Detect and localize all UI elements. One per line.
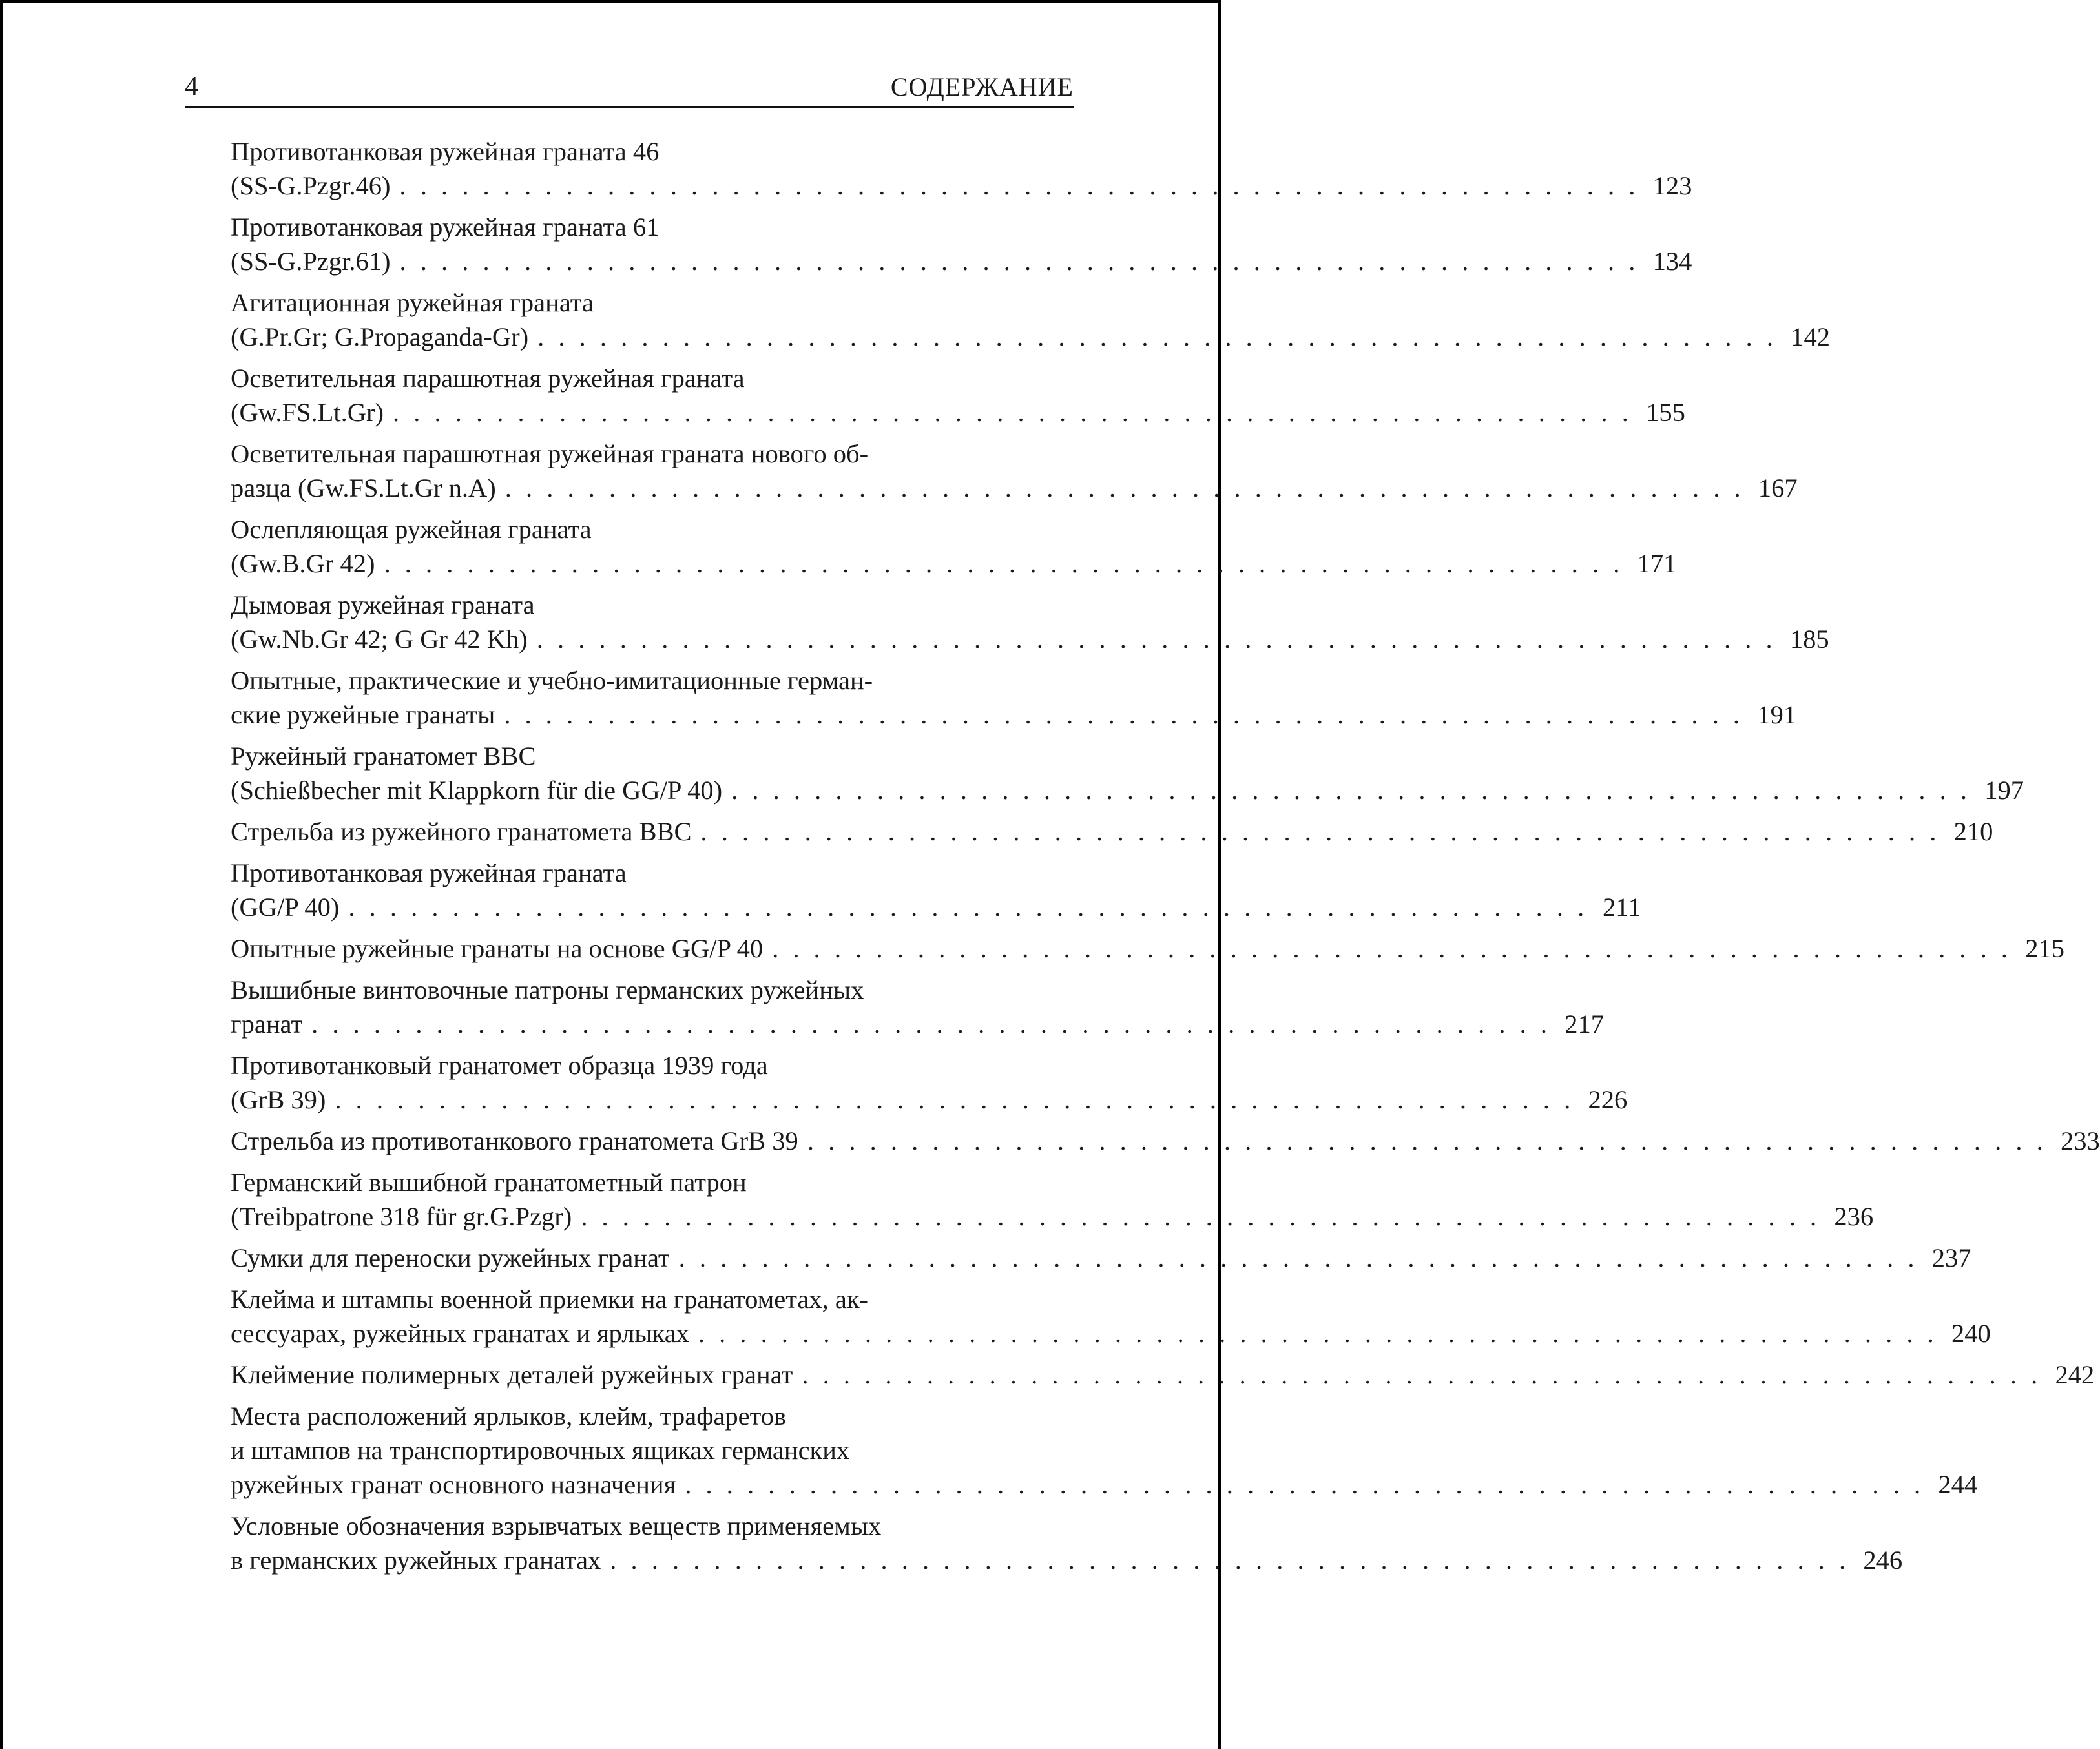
toc-page-number: 215 — [2025, 934, 2064, 963]
toc-page-number: 246 — [1863, 1546, 1903, 1575]
toc-entry-last-line — [231, 1124, 2100, 1158]
toc-entry-title-line: Германский вышибной гранатометный патрон — [231, 1168, 747, 1197]
toc-entry[interactable] — [231, 1358, 2095, 1392]
toc-entry-title-line: (Schießbecher mit Klappkorn für die GG/P 40) — [231, 776, 723, 805]
dot-leader: . . . . . . . . . . . . . . . . . . . . . . . . . . . . . . . . . . . . . . . . . . . . . . . . . . . . . . . . . . . . — [504, 700, 1744, 729]
toc-entry-last-line — [231, 546, 1677, 581]
dot-leader: . . . . . . . . . . . . . . . . . . . . . . . . . . . . . . . . . . . . . . . . . . . . . . . . . . . . . . . . . . . . — [698, 1319, 1938, 1348]
toc-entry[interactable] — [231, 973, 1605, 1041]
toc-entry-title-line: Клейма и штампы военной приемки на гранатометах, ак- — [231, 1285, 869, 1314]
dot-leader: . . . . . . . . . . . . . . . . . . . . . . . . . . . . . . . . . . . . . . . . . . . . . . . . . . . . . . . . . . . . — [504, 473, 1745, 502]
dot-leader: . . . . . . . . . . . . . . . . . . . . . . . . . . . . . . . . . . . . . . . . . . . . . . . . . . . . . . . . . . . . — [685, 1470, 1925, 1499]
toc-entry-title-line: Клеймение полимерных деталей ружейных гранат — [231, 1360, 793, 1389]
toc-page-number: 167 — [1758, 473, 1798, 502]
toc-entry-title-line: Дымовая ружейная граната — [231, 590, 535, 619]
toc-entry-last-line — [231, 1543, 1903, 1577]
toc-entry[interactable] — [231, 1124, 2100, 1158]
toc-entry-title-line: Противотанковая ружейная граната 46 — [231, 137, 660, 166]
toc-entry[interactable] — [231, 739, 2024, 807]
dot-leader: . . . . . . . . . . . . . . . . . . . . . . . . . . . . . . . . . . . . . . . . . . . . . . . . . . . . . . . . . . . . — [537, 322, 1778, 351]
running-title: СОДЕРЖАНИЕ — [890, 72, 1074, 101]
dot-leader: . . . . . . . . . . . . . . . . . . . . . . . . . . . . . . . . . . . . . . . . . . . . . . . . . . . . . . . . . . . . — [700, 817, 1940, 846]
toc-entry[interactable] — [231, 437, 1798, 505]
toc-entry-title-line: (SS-G.Pzgr.46) — [231, 171, 391, 200]
toc-entry[interactable] — [231, 512, 1677, 581]
dot-leader: . . . . . . . . . . . . . . . . . . . . . . . . . . . . . . . . . . . . . . . . . . . . . . . . . . . . . . . . . . . . — [536, 625, 1776, 654]
toc-entry-last-line — [231, 1467, 1978, 1502]
toc-entry-title-line: Вышибные винтовочные патроны германских ружейных — [231, 975, 864, 1004]
toc-entry-title-line: Стрельба из ружейного гранатомета ВВС — [231, 817, 692, 846]
toc-entry[interactable] — [231, 663, 1797, 732]
toc-entry-title-line: Ослепляющая ружейная граната — [231, 515, 592, 544]
toc-page-number: 155 — [1646, 398, 1685, 427]
dot-leader: . . . . . . . . . . . . . . . . . . . . . . . . . . . . . . . . . . . . . . . . . . . . . . . . . . . . . . . . . . . . — [678, 1243, 1918, 1272]
toc-entry[interactable] — [231, 1399, 1978, 1502]
toc-page-number: 142 — [1791, 322, 1831, 351]
toc-entry[interactable] — [231, 1282, 1991, 1351]
toc-entry[interactable] — [231, 931, 2064, 966]
toc-entry-title-line: Условные обозначения взрывчатых веществ применяемых — [231, 1511, 882, 1540]
toc-entry-last-line — [231, 1241, 1971, 1275]
toc-page-number: 217 — [1565, 1009, 1605, 1039]
toc-entry-title-line: (SS-G.Pzgr.61) — [231, 247, 391, 276]
toc-entry-last-line — [231, 169, 1692, 203]
toc-entry[interactable] — [231, 1165, 1874, 1234]
toc-entry-title-line: гранат — [231, 1009, 303, 1039]
toc-page-number: 185 — [1789, 625, 1829, 654]
toc-entry-title-line: и штампов на транспортировочных ящиках германских — [231, 1436, 850, 1465]
toc-entry-last-line — [231, 773, 2024, 807]
toc-entry-last-line — [231, 1316, 1991, 1351]
toc-page-number: 191 — [1757, 700, 1797, 729]
toc-entry-title-line: Места расположений ярлыков, клейм, трафаретов — [231, 1402, 787, 1431]
toc-entry-title-line: (G.Pr.Gr; G.Propaganda-Gr) — [231, 322, 529, 351]
toc-entry-last-line — [231, 931, 2064, 966]
dot-leader: . . . . . . . . . . . . . . . . . . . . . . . . . . . . . . . . . . . . . . . . . . . . . . . . . . . . . . . . . . . . — [399, 247, 1639, 276]
toc-entry[interactable] — [231, 1241, 1971, 1275]
dot-leader: . . . . . . . . . . . . . . . . . . . . . . . . . . . . . . . . . . . . . . . . . . . . . . . . . . . . . . . . . . . . — [399, 171, 1639, 200]
toc-entry[interactable] — [231, 285, 1831, 354]
toc-entry[interactable] — [231, 588, 1829, 656]
toc-entry-last-line — [231, 1358, 2095, 1392]
toc-page-number: 123 — [1652, 171, 1692, 200]
dot-leader: . . . . . . . . . . . . . . . . . . . . . . . . . . . . . . . . . . . . . . . . . . . . . . . . . . . . . . . . . . . . — [802, 1360, 2042, 1389]
dot-leader: . . . . . . . . . . . . . . . . . . . . . . . . . . . . . . . . . . . . . . . . . . . . . . . . . . . . . . . . . . . . — [384, 549, 1624, 578]
page-number: 4 — [185, 72, 198, 101]
toc-entry[interactable] — [231, 1509, 1903, 1577]
toc-entry-last-line — [231, 890, 1641, 924]
dot-leader: . . . . . . . . . . . . . . . . . . . . . . . . . . . . . . . . . . . . . . . . . . . . . . . . . . . . . . . . . . . . — [311, 1009, 1552, 1039]
toc-page-number: 134 — [1652, 247, 1692, 276]
toc-entry-title-line: Противотанковая ружейная граната 61 — [231, 212, 660, 242]
toc-entry-title-line: Противотанковый гранатомет образца 1939 года — [231, 1051, 768, 1080]
toc-entry-title-line: Осветительная парашютная ружейная граната нового об- — [231, 439, 869, 468]
toc-entry-title-line: Опытные ружейные гранаты на основе GG/P 40 — [231, 934, 764, 963]
toc-entry-title-line: ские ружейные гранаты — [231, 700, 495, 729]
toc-entry[interactable] — [231, 134, 1692, 203]
toc-entry-last-line — [231, 1199, 1874, 1234]
toc-entry-title-line: (GG/P 40) — [231, 893, 340, 922]
toc-page-number: 240 — [1951, 1319, 1991, 1348]
toc-entry-last-line — [231, 814, 1993, 849]
toc-page-number: 171 — [1637, 549, 1677, 578]
toc-entry-title-line: (GrB 39) — [231, 1085, 326, 1114]
toc-entry-title-line: (Gw.B.Gr 42) — [231, 549, 375, 578]
toc-entry[interactable] — [231, 361, 1685, 429]
toc-entry-last-line — [231, 698, 1797, 732]
table-of-contents — [231, 134, 2100, 1584]
toc-entry-title-line: Противотанковая ружейная граната — [231, 858, 627, 887]
dot-leader: . . . . . . . . . . . . . . . . . . . . . . . . . . . . . . . . . . . . . . . . . . . . . . . . . . . . . . . . . . . . — [581, 1202, 1821, 1231]
dot-leader: . . . . . . . . . . . . . . . . . . . . . . . . . . . . . . . . . . . . . . . . . . . . . . . . . . . . . . . . . . . . — [772, 934, 2012, 963]
toc-entry[interactable] — [231, 856, 1641, 924]
toc-page-number: 233 — [2060, 1126, 2100, 1155]
dot-leader: . . . . . . . . . . . . . . . . . . . . . . . . . . . . . . . . . . . . . . . . . . . . . . . . . . . . . . . . . . . . — [348, 893, 1588, 922]
toc-entry-title-line: в германских ружейных гранатах — [231, 1546, 601, 1575]
toc-entry-title-line: разца (Gw.FS.Lt.Gr n.A) — [231, 473, 496, 502]
toc-entry-title-line: (Treibpatrone 318 für gr.G.Pzgr) — [231, 1202, 572, 1231]
toc-entry-title-line: Стрельба из противотанкового гранатомета GrB 39 — [231, 1126, 798, 1155]
toc-entry-title-line: Агитационная ружейная граната — [231, 288, 594, 317]
toc-entry-last-line — [231, 1082, 1628, 1117]
toc-page-number: 242 — [2055, 1360, 2095, 1389]
toc-entry-title-line: сессуарах, ружейных гранатах и ярлыках — [231, 1319, 689, 1348]
toc-page-number: 244 — [1938, 1470, 1978, 1499]
toc-entry-last-line — [231, 320, 1831, 354]
toc-entry-title-line: ружейных гранат основного назначения — [231, 1470, 676, 1499]
toc-entry-last-line — [231, 1007, 1605, 1041]
dot-leader: . . . . . . . . . . . . . . . . . . . . . . . . . . . . . . . . . . . . . . . . . . . . . . . . . . . . . . . . . . . . — [610, 1546, 1850, 1575]
toc-page-number: 237 — [1931, 1243, 1971, 1272]
toc-entry-last-line — [231, 244, 1692, 278]
toc-page-number: 197 — [1984, 776, 2024, 805]
toc-entry-title-line: Опытные, практические и учебно-имитационные герман- — [231, 666, 873, 695]
toc-entry[interactable] — [231, 814, 1993, 849]
toc-page-number: 236 — [1834, 1202, 1874, 1231]
toc-entry[interactable] — [231, 210, 1692, 278]
toc-entry-last-line — [231, 622, 1829, 656]
toc-entry-last-line — [231, 471, 1798, 505]
dot-leader: . . . . . . . . . . . . . . . . . . . . . . . . . . . . . . . . . . . . . . . . . . . . . . . . . . . . . . . . . . . . — [393, 398, 1632, 427]
dot-leader: . . . . . . . . . . . . . . . . . . . . . . . . . . . . . . . . . . . . . . . . . . . . . . . . . . . . . . . . . . . . — [335, 1085, 1575, 1114]
toc-entry-title-line: Ружейный гранатомет ВВС — [231, 741, 536, 771]
toc-page-number: 211 — [1603, 893, 1641, 922]
toc-page-number: 210 — [1953, 817, 1993, 846]
toc-entry-last-line — [231, 395, 1685, 429]
dot-leader: . . . . . . . . . . . . . . . . . . . . . . . . . . . . . . . . . . . . . . . . . . . . . . . . . . . . . . . . . . . . — [731, 776, 1971, 805]
toc-page-number: 226 — [1588, 1085, 1628, 1114]
toc-entry[interactable] — [231, 1048, 1628, 1117]
dot-leader: . . . . . . . . . . . . . . . . . . . . . . . . . . . . . . . . . . . . . . . . . . . . . . . . . . . . . . . . . . . . — [807, 1126, 2047, 1155]
toc-entry-title-line: (Gw.FS.Lt.Gr) — [231, 398, 384, 427]
toc-entry-title-line: Сумки для переноски ружейных гранат — [231, 1243, 670, 1272]
page-header — [185, 63, 1074, 108]
toc-entry-title-line: Осветительная парашютная ружейная граната — [231, 364, 745, 393]
toc-entry-title-line: (Gw.Nb.Gr 42; G Gr 42 Kh) — [231, 625, 528, 654]
